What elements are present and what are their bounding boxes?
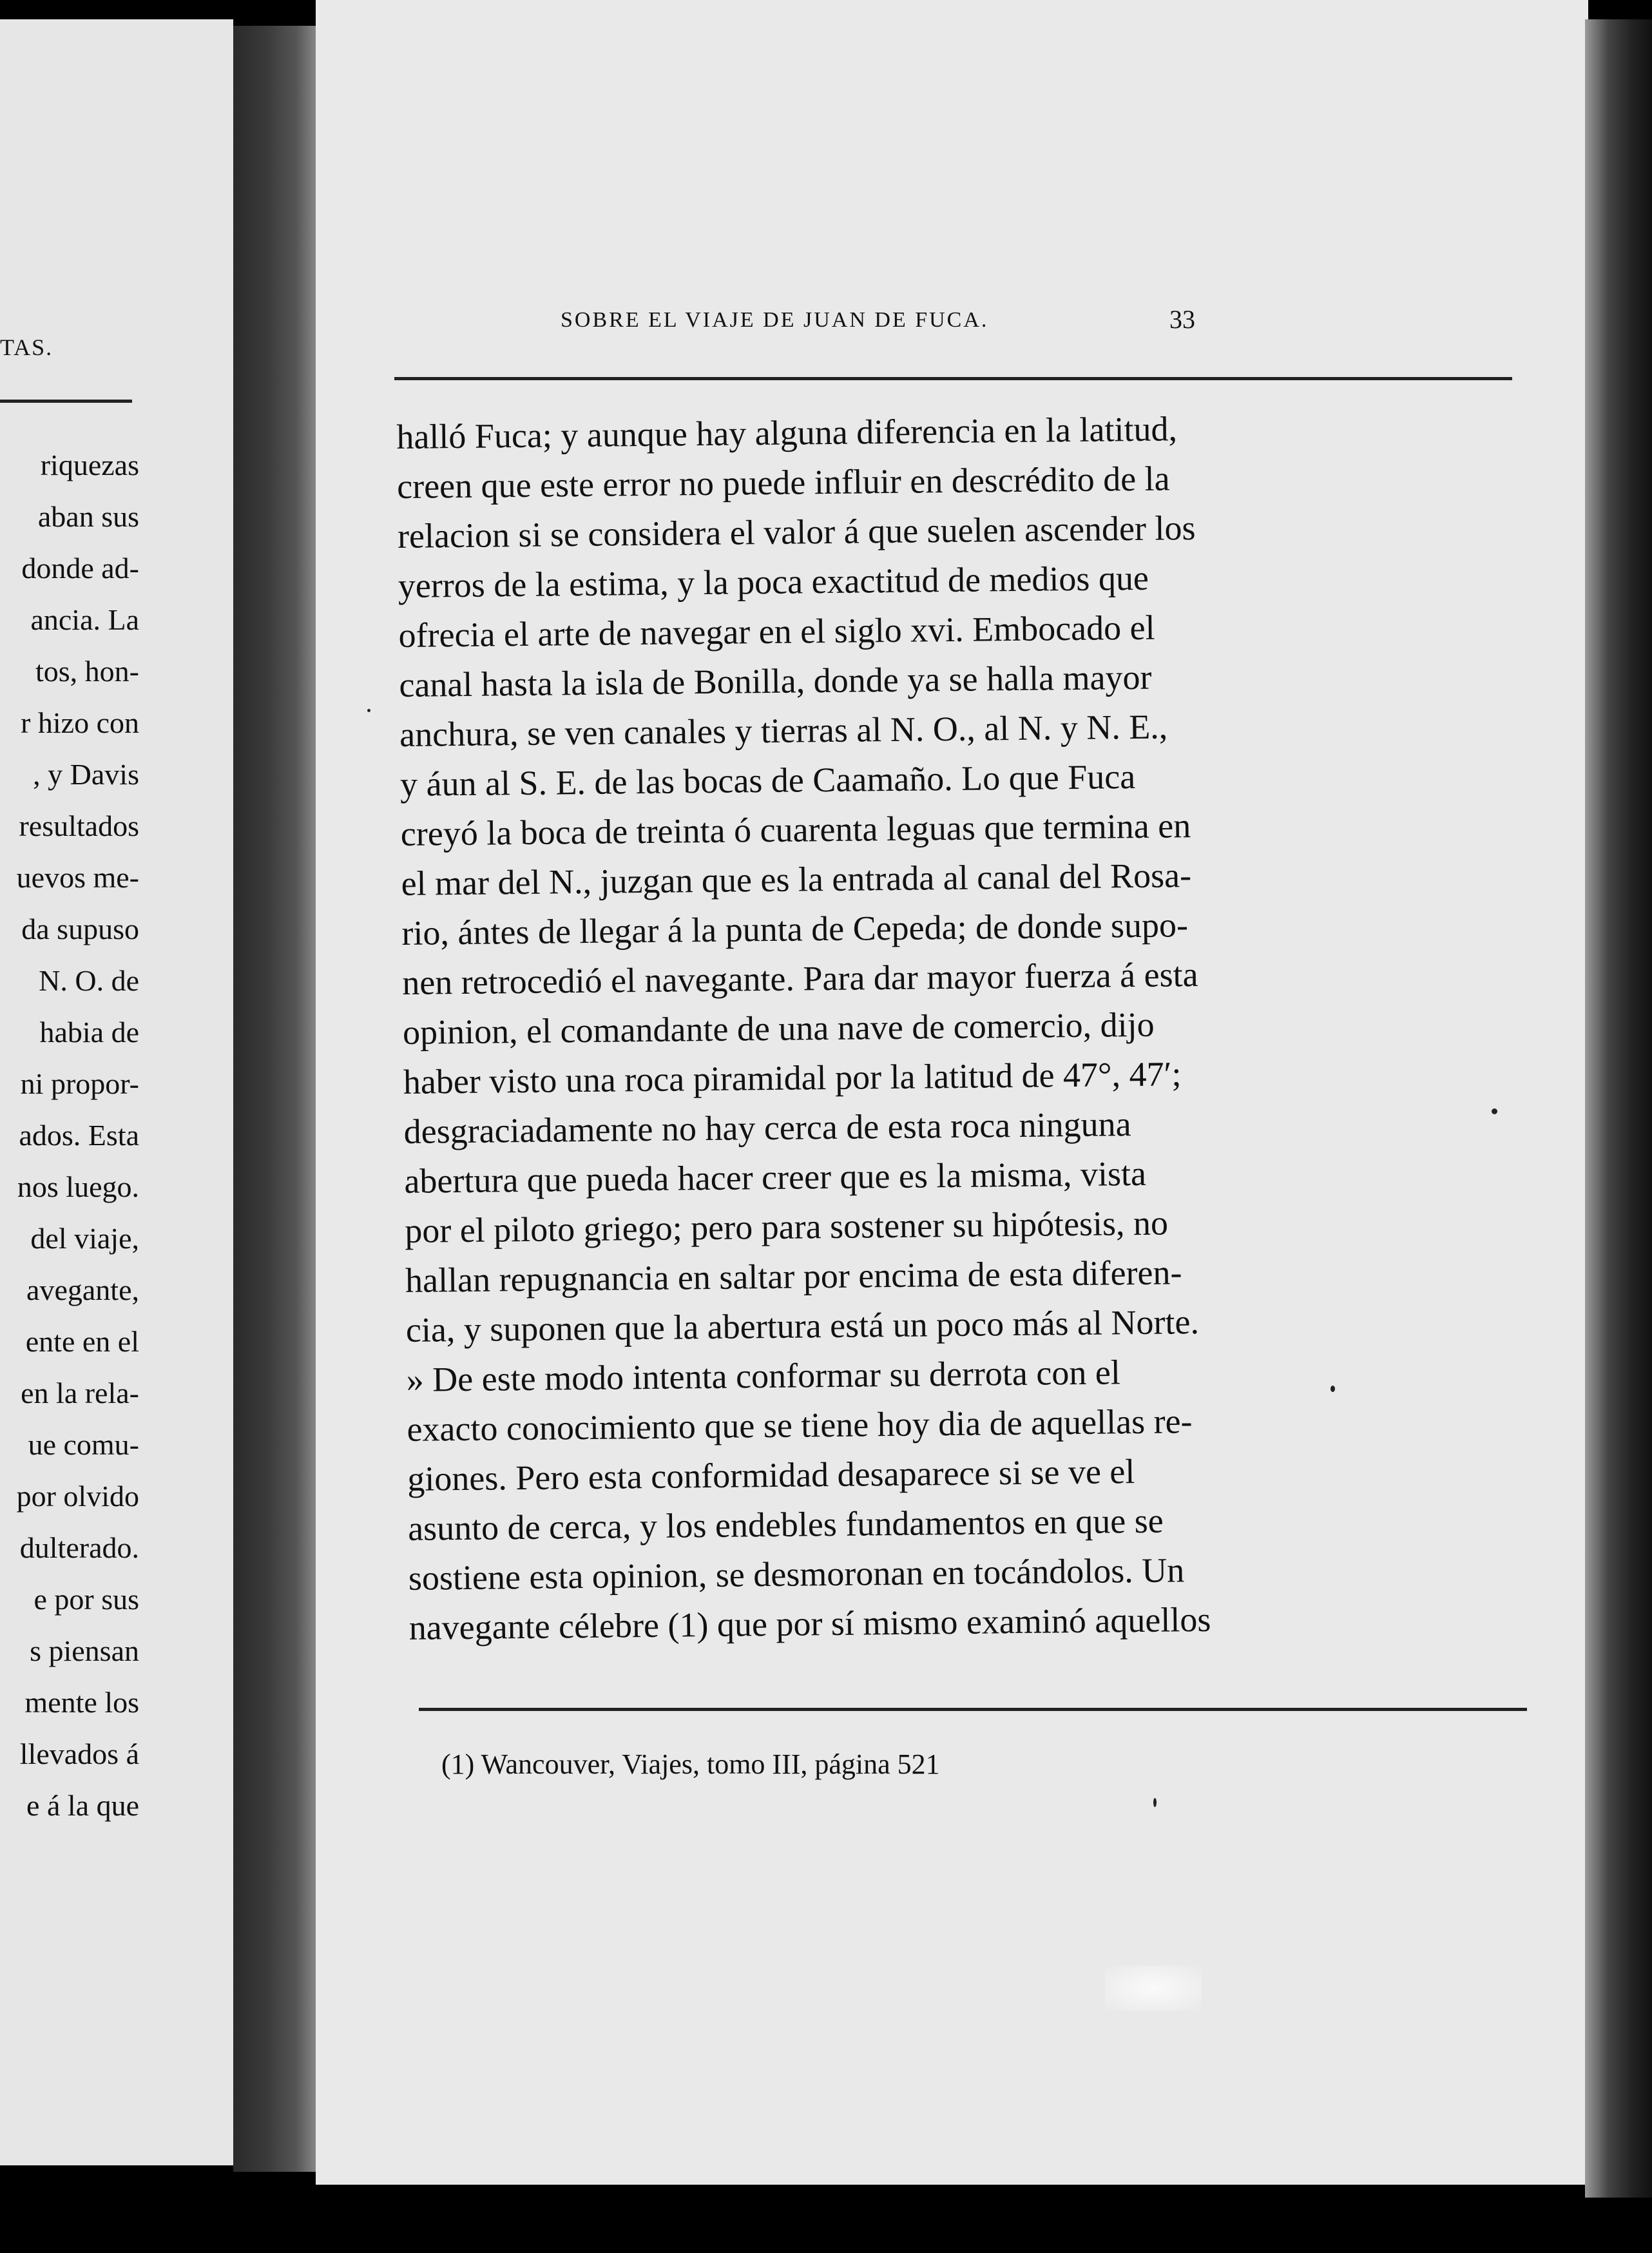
body-line: rio, ántes de llegar á la punta de Cepeda; de donde supo- — [401, 905, 1189, 952]
left-text-line: ue comu- — [28, 1428, 139, 1461]
body-line: cia, y suponen que la abertura está un poco más al Norte. — [405, 1302, 1200, 1349]
body-line: el mar del N., juzgan que es la entrada al canal del Rosa- — [401, 856, 1192, 903]
left-text-line: por olvido — [16, 1480, 139, 1513]
body-line: y áun al S. E. de las bocas de Caamaño. Lo que Fuca — [399, 757, 1136, 804]
running-head — [316, 305, 1588, 347]
body-line: creyó la boca de treinta ó cuarenta leguas que termina en — [400, 806, 1191, 853]
body-line: ofrecia el arte de navegar en el siglo xvi. Embocado el — [398, 608, 1155, 655]
running-title: SOBRE EL VIAJE DE JUAN DE FUCA. — [561, 308, 989, 332]
left-text-line: e por sus — [34, 1583, 139, 1616]
left-text-line: nos luego. — [17, 1170, 139, 1203]
left-running-head: TAS. — [0, 334, 53, 360]
left-text-line: llevados á — [19, 1737, 139, 1770]
left-text-line: resultados — [19, 809, 139, 842]
body-line: por el piloto griego; pero para sostener su hipótesis, no — [404, 1203, 1169, 1250]
scan-speck — [1330, 1386, 1335, 1392]
body-line: hallan repugnancia en saltar por encima de esta diferen- — [405, 1253, 1182, 1300]
scan-speck — [1492, 1108, 1497, 1114]
left-text-line: N. O. de — [39, 964, 139, 997]
left-text-line: r hizo con — [21, 706, 139, 739]
binding-gutter — [233, 26, 317, 2172]
left-text-line: donde ad- — [21, 552, 139, 585]
page-edge-shadow — [1585, 19, 1652, 2198]
right-page — [316, 0, 1588, 2185]
body-line: relacion si se considera el valor á que suelen ascender los — [397, 508, 1196, 556]
body-line: haber visto una roca piramidal por la latitud de 47°, 47′; — [403, 1054, 1182, 1101]
left-text-column — [0, 440, 139, 1832]
body-line: asunto de cerca, y los endebles fundamentos en que se — [407, 1501, 1164, 1548]
body-line: nen retrocedió el navegante. Para dar mayor fuerza á esta — [401, 955, 1198, 1002]
body-line: creen que este error no puede influir en descrédito de la — [396, 459, 1170, 506]
left-text-line: del viaje, — [30, 1222, 139, 1255]
footnote: (1) Wancouver, Viajes, tomo III, página 521 — [441, 1748, 940, 1780]
left-text-line: uevos me- — [16, 861, 139, 894]
body-line: abertura que pueda hacer creer que es la misma, vista — [404, 1154, 1147, 1201]
scan-speck — [367, 709, 370, 712]
body-line: exacto conocimiento que se tiene hoy dia de aquellas re- — [407, 1402, 1193, 1449]
body-line: giones. Pero esta conformidad desaparece si se ve el — [407, 1452, 1135, 1498]
left-page-fragment — [0, 19, 233, 2165]
body-line: sostiene esta opinion, se desmoronan en tocándolos. Un — [408, 1551, 1185, 1598]
body-line: navegante célebre (1) que por sí mismo examinó aquellos — [408, 1600, 1211, 1647]
scan-smudge — [1105, 1966, 1202, 2011]
body-line: » De este modo intenta conformar su derrota con el — [406, 1353, 1121, 1399]
left-text-line: da supuso — [21, 913, 139, 945]
left-text-line: ancia. La — [30, 603, 139, 636]
body-line: yerros de la estima, y la poca exactitud de medios que — [398, 558, 1149, 605]
left-header-rule — [0, 400, 132, 403]
header-rule — [394, 377, 1512, 380]
left-text-line: s piensan — [30, 1634, 139, 1667]
left-text-line: , y Davis — [33, 758, 139, 791]
body-line: anchura, se ven canales y tierras al N. O., al N. y N. E., — [399, 707, 1168, 754]
body-line: opinion, el comandante de una nave de comercio, dijo — [402, 1005, 1155, 1052]
left-text-line: ni propor- — [20, 1067, 139, 1100]
left-text-line: mente los — [24, 1686, 139, 1719]
left-text-line: e á la que — [26, 1789, 139, 1822]
left-text-line: en la rela- — [21, 1377, 139, 1409]
page-number: 33 — [1169, 305, 1195, 334]
left-text-line: habia de — [39, 1016, 139, 1049]
body-text — [396, 400, 1556, 1653]
left-text-line: ente en el — [25, 1325, 139, 1358]
body-line: halló Fuca; y aunque hay alguna diferencia en la latitud, — [396, 409, 1178, 456]
body-line: desgraciadamente no hay cerca de esta roca ninguna — [403, 1105, 1131, 1151]
footnote-rule — [419, 1708, 1527, 1711]
left-text-line: dulterado. — [19, 1531, 139, 1564]
left-text-line: tos, hon- — [35, 655, 139, 688]
left-text-line: ados. Esta — [19, 1119, 139, 1152]
scan-speck — [1153, 1798, 1157, 1807]
left-text-line: avegante, — [26, 1273, 139, 1306]
left-text-line: aban sus — [37, 500, 139, 533]
left-text-line: riquezas — [40, 449, 139, 481]
body-line: canal hasta la isla de Bonilla, donde ya se halla mayor — [399, 657, 1152, 704]
